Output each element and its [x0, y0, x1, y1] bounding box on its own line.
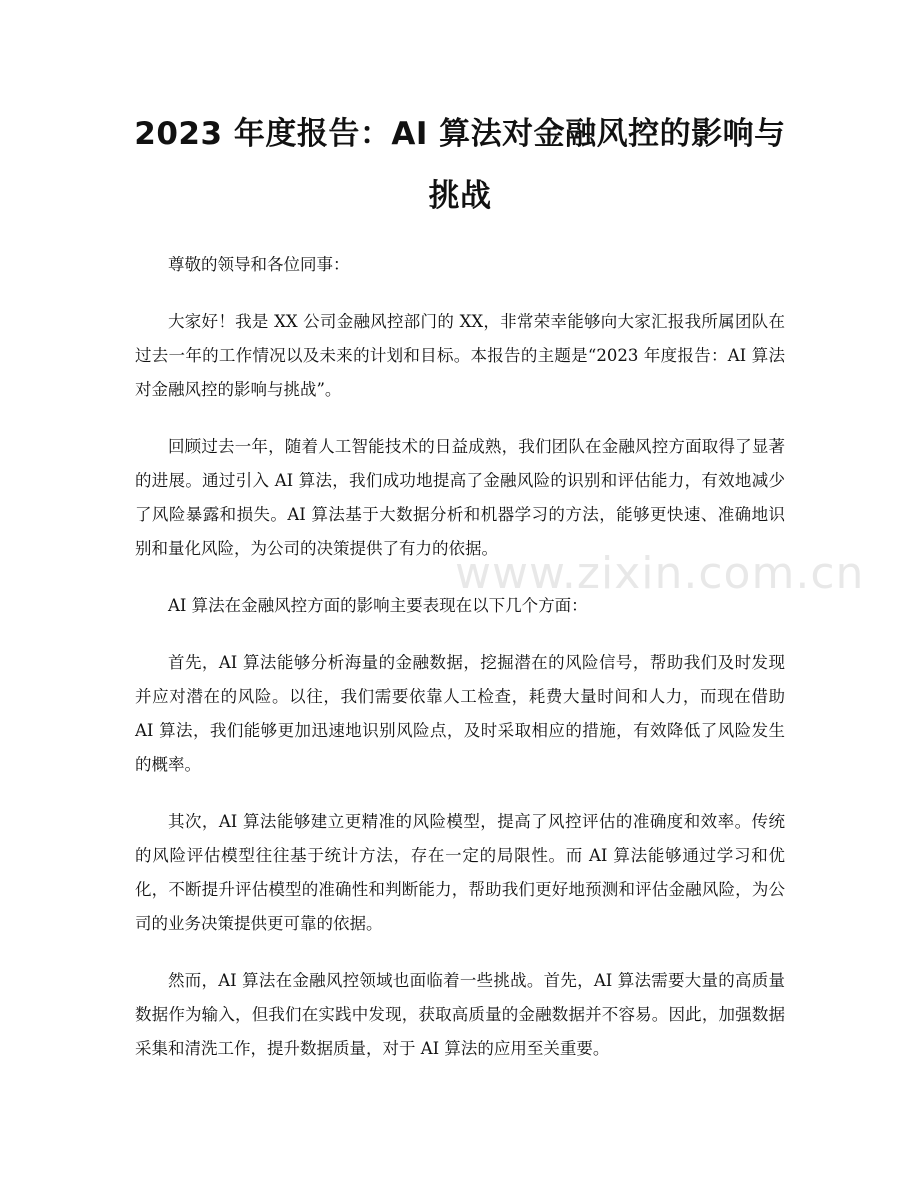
- paragraph-impact-first: 首先，AI 算法能够分析海量的金融数据，挖掘潜在的风险信号，帮助我们及时发现并应对潜在的风险。以往，我们需要依靠人工检查，耗费大量时间和人力，而现在借助 AI 算法，我们能够更加迅速地识别风险点，及时采取相应的措施，有效降低了风险发生的概率。: [135, 653, 785, 774]
- paragraph-challenges: 然而，AI 算法在金融风控领域也面临着一些挑战。首先，AI 算法需要大量的高质量数据作为输入，但我们在实践中发现，获取高质量的金融数据并不容易。因此，加强数据采集和清洗工作，提升数据质量，对于 AI 算法的应用至关重要。: [135, 971, 785, 1058]
- document-title: 2023 年度报告：AI 算法对金融风控的影响与挑战: [134, 116, 786, 214]
- paragraph-impact-second: 其次，AI 算法能够建立更精准的风险模型，提高了风控评估的准确度和效率。传统的风险评估模型往往基于统计方法，存在一定的局限性。而 AI 算法能够通过学习和优化，不断提升评估模型的准确性和判断能力，帮助我们更好地预测和评估金融风险，为公司的业务决策提供更可靠的依据。: [135, 812, 785, 933]
- watermark: www.zixin.com.cn: [455, 548, 865, 599]
- paragraph-intro: 大家好！我是 XX 公司金融风控部门的 XX，非常荣幸能够向大家汇报我所属团队在过去一年的工作情况以及未来的计划和目标。本报告的主题是“2023 年度报告：AI 算法对金融风控的影响与挑战”。: [135, 312, 785, 399]
- paragraph-impact-lead: AI 算法在金融风控方面的影响主要表现在以下几个方面：: [168, 596, 588, 615]
- paragraph-review: 回顾过去一年，随着人工智能技术的日益成熟，我们团队在金融风控方面取得了显著的进展。通过引入 AI 算法，我们成功地提高了金融风险的识别和评估能力，有效地减少了风险暴露和损失。AI 算法基于大数据分析和机器学习的方法，能够更快速、准确地识别和量化风险，为公司的决策提供了有力的依据。: [135, 437, 785, 558]
- document-body: [135, 248, 785, 1089]
- paragraph-greeting: 尊敬的领导和各位同事：: [168, 255, 350, 274]
